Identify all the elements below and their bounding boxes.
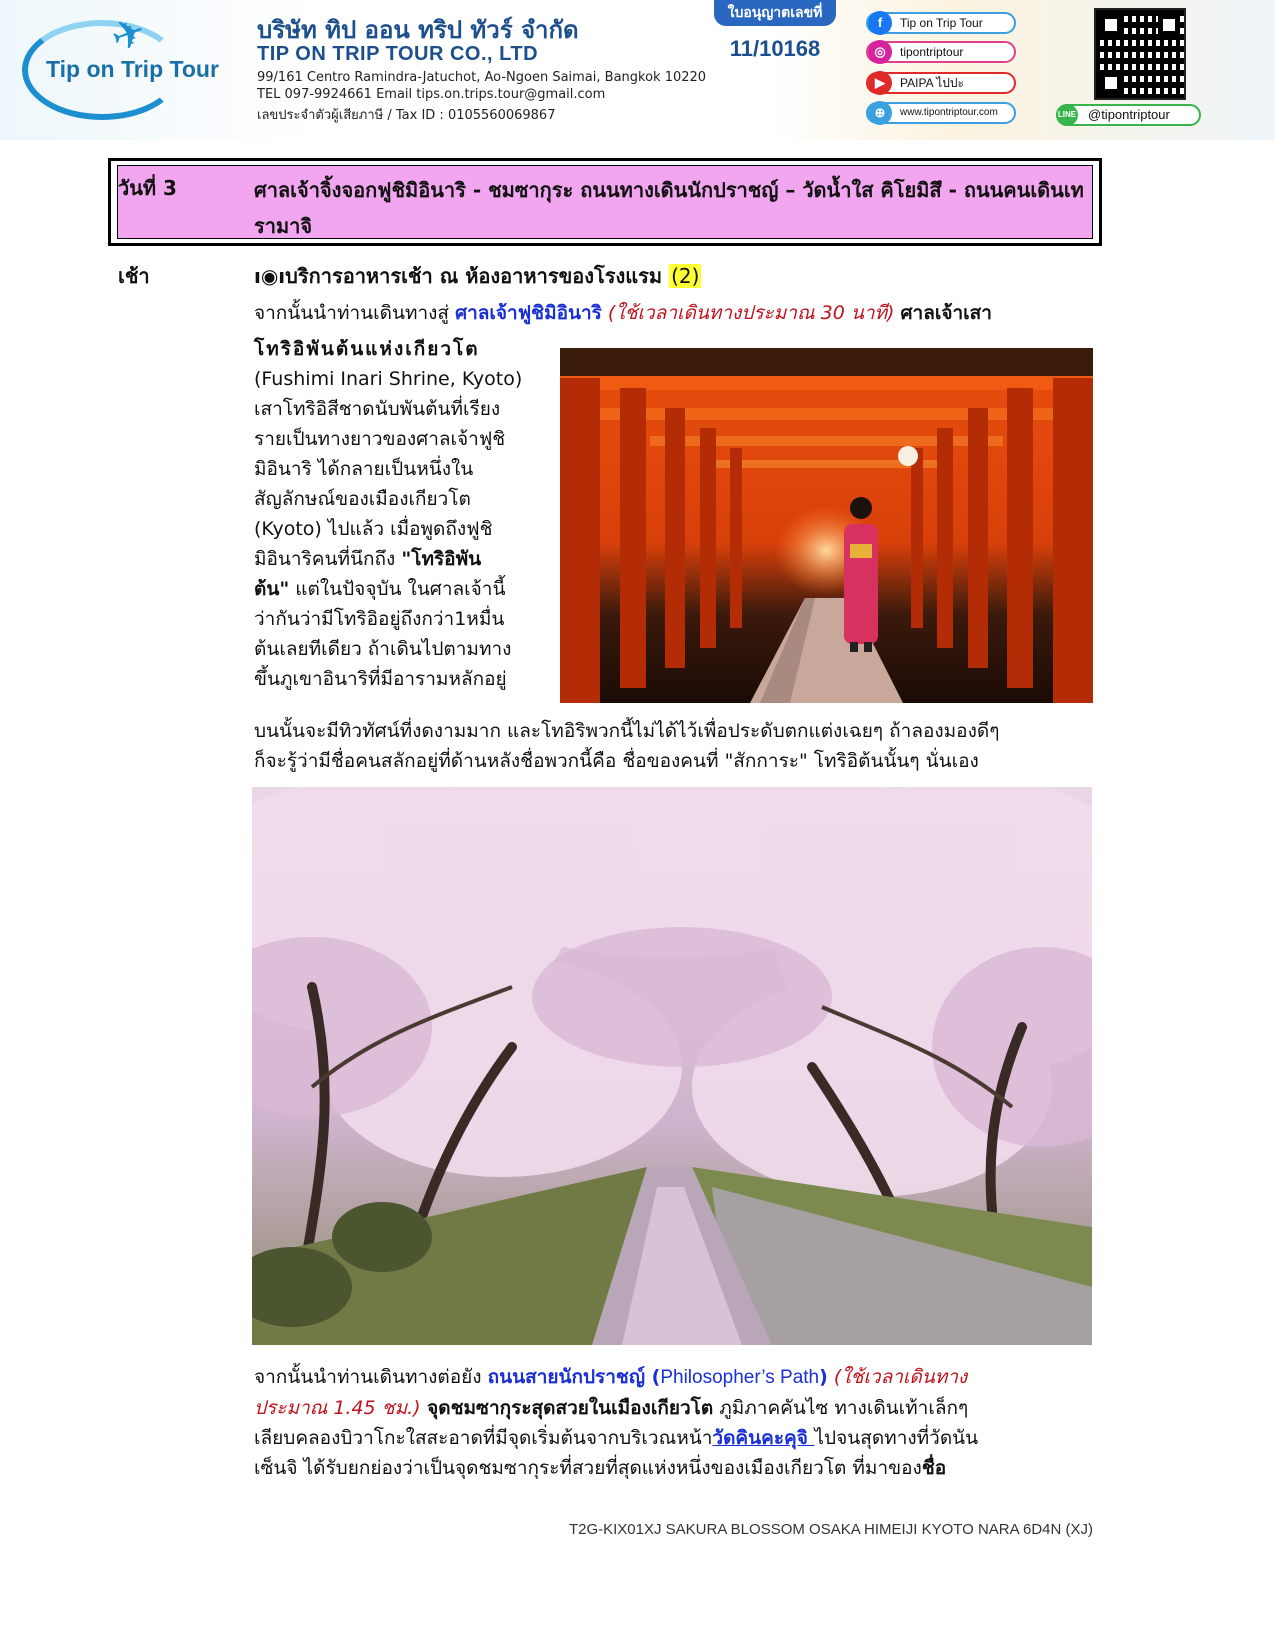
company-name-thai: บริษัท ทิป ออน ทริป ทัวร์ จำกัด	[257, 16, 579, 44]
philosophers-path-photo	[252, 787, 1092, 1345]
paragraph-fushimi-column: โทริอิพันต้นแห่งเกียวโต (Fushimi Inari Shrine, Kyoto) เสาโทริอิสีชาดนับพันต้นที่เรียง รายเป็นทางยาวของศาลเจ้าฟูชิ มิอินาริ ได้กลายเป็นหนึ่งใน สัญลักษณ์ของเมืองเกียวโต (Kyoto) ไปแล้ว เมื่อพูดถึงฟูชิ มิอินาริคนที่นึกถึง "โทริอิพัน ต้น" แต่ในปัจจุบัน ในศาลเจ้านี้ ว่ากันว่ามีโทริอิอยู่ถึงกว่า1หมื่น ต้นเลยทีเดียว ถ้าเดินไปตามทาง ขึ้นภูเขาอินาริที่มีอารามหลักอยู่	[254, 338, 523, 690]
instagram-link[interactable]: ◎ tipontriptour	[866, 41, 1016, 63]
company-logo: ✈ Tip on Trip Tour	[22, 12, 212, 120]
license-label: ใบอนุญาตเลขที่	[714, 0, 837, 26]
qr-code	[1094, 8, 1186, 100]
paragraph-fushimi-continued: บนนั้นจะมีทิวทัศน์ที่งดงามมาก และโทอิริพวกนี้ไม่ได้ไว้เพื่อประดับตกแต่งเฉยๆ ถ้าลองมองดีๆ ก็จะรู้ว่ามีชื่อคนสลักอยู่ที่ด้านหลังชื่อพวกนี้คือ ชื่อของคนที่ "สักการะ" โทริอิต้นนั้นๆ นั่นเอง	[254, 720, 1000, 772]
globe-icon: ⊕	[868, 101, 892, 125]
paragraph-fushimi-intro: จากนั้นนำท่านเดินทางสู่ ศาลเจ้าฟูชิมิอินาริ (ใช้เวลาเดินทางประมาณ 30 นาที) ศาลเจ้าเสา	[254, 302, 992, 324]
day-label: วันที่ 3	[118, 176, 177, 200]
meal-code: (2)	[671, 264, 700, 288]
meal-text: ı◉ıบริการอาหารเช้า ณ ห้องอาหารของโรงแรม (2)	[254, 264, 700, 288]
page-header	[0, 0, 1275, 140]
company-name-english: TIP ON TRIP TOUR CO., LTD	[257, 43, 539, 65]
airplane-icon: ✈	[105, 7, 153, 63]
company-contact: TEL 097-9924661 Email tips.on.trips.tour@gmail.com	[257, 87, 606, 102]
meal-icon: ı◉ı	[254, 264, 286, 288]
meal-label: เช้า	[118, 264, 150, 288]
line-icon: LINE	[1056, 104, 1078, 126]
company-tax-id: เลขประจำตัวผู้เสียภาษี / Tax ID : 0105560069867	[257, 108, 556, 123]
day-title: ศาลเจ้าจิ้งจอกฟูชิมิอินาริ - ชมซากุระ ถนนทางเดินนักปราชญ์ – วัดน้ำใส คิโยมิสึ - ถนนคนเดินเทรามาจิ	[254, 178, 1084, 238]
facebook-link[interactable]: f Tip on Trip Tour	[866, 12, 1016, 34]
company-address: 99/161 Centro Ramindra-Jatuchot, Ao-Ngoen Saimai, Bangkok 10220	[257, 70, 707, 85]
line-link[interactable]: LINE @tipontriptour	[1056, 104, 1201, 126]
license-number: 11/10168	[729, 36, 821, 61]
youtube-icon: ▶	[868, 71, 892, 95]
website-link[interactable]: ⊕ www.tipontriptour.com	[866, 102, 1016, 124]
fushimi-inari-photo	[560, 348, 1093, 703]
paragraph-philosophers-path: จากนั้นนำท่านเดินทางต่อยัง ถนนสายนักปราชญ์ (Philosopher’s Path) (ใช้เวลาเดินทาง ประมาณ 1.45 ชม.) จุดชมซากุระสุดสวยในเมืองเกียวโต ภูมิภาคคันไซ ทางเดินเท้าเล็กๆ เลียบคลองบิวาโกะใสสะอาดที่มีจุดเริ่มต้นจากบริเวณหน้าวัดคินคะคุจิ ไปจนสุดทางที่วัดนัน เซ็นจิ ได้รับยกย่องว่าเป็นจุดชมซากุระที่สวยที่สุดแห่งหนึ่งของเมืองเกียวโต ที่มาของชื่อ	[254, 1366, 979, 1479]
page-footer: T2G-KIX01XJ SAKURA BLOSSOM OSAKA HIMEIJI KYOTO NARA 6D4N (XJ)	[568, 1521, 1093, 1538]
ginkakuji-link[interactable]: วัดคินคะคุจิ	[712, 1427, 815, 1449]
youtube-link[interactable]: ▶ PAIPA ไปปะ	[866, 72, 1016, 94]
facebook-icon: f	[868, 11, 892, 35]
license-block	[700, 0, 850, 70]
instagram-icon: ◎	[868, 40, 892, 64]
